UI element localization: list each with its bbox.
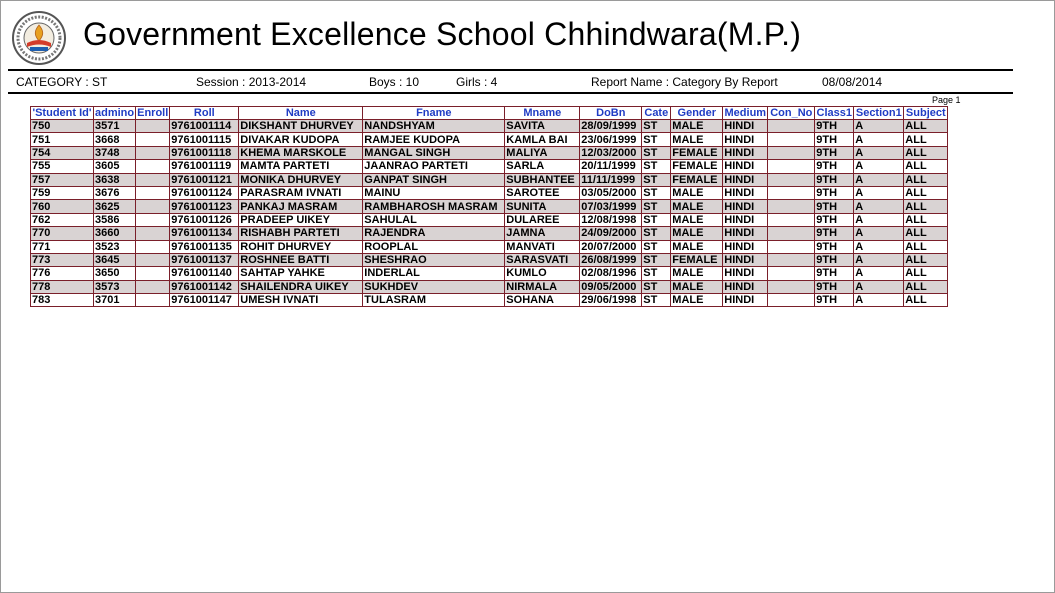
table-cell: A bbox=[854, 213, 904, 226]
table-cell: ST bbox=[642, 186, 671, 199]
table-cell: ROOPLAL bbox=[363, 240, 505, 253]
table-cell: ROHIT DHURVEY bbox=[239, 240, 363, 253]
column-header: Medium bbox=[724, 107, 767, 119]
table-row bbox=[31, 173, 948, 186]
table-cell bbox=[768, 173, 815, 186]
table-cell: 3638 bbox=[94, 173, 136, 186]
table-row bbox=[31, 200, 948, 213]
column-header: Roll bbox=[170, 107, 239, 120]
table-cell: HINDI bbox=[723, 227, 768, 240]
table-cell: PANKAJ MASRAM bbox=[239, 200, 363, 213]
table-cell: A bbox=[854, 294, 904, 307]
table-cell: A bbox=[854, 173, 904, 186]
table-cell: HINDI bbox=[723, 213, 768, 226]
table-cell: ALL bbox=[904, 240, 948, 253]
table-cell: MALIYA bbox=[505, 146, 580, 159]
table-cell: 762 bbox=[31, 213, 94, 226]
header-divider-top bbox=[8, 69, 1013, 71]
table-cell: MALE bbox=[671, 133, 723, 146]
table-cell: KUMLO bbox=[505, 267, 580, 280]
table-cell: ST bbox=[642, 160, 671, 173]
table-cell: 12/03/2000 bbox=[580, 146, 642, 159]
table-cell: A bbox=[854, 240, 904, 253]
table-cell: MAINU bbox=[363, 186, 505, 199]
table-cell: A bbox=[854, 267, 904, 280]
table-cell: RISHABH PARTETI bbox=[239, 227, 363, 240]
table-cell: SAHULAL bbox=[363, 213, 505, 226]
table-cell: 760 bbox=[31, 200, 94, 213]
table-row bbox=[31, 240, 948, 253]
column-header: DoBn bbox=[580, 107, 642, 120]
table-cell: SUBHANTEE bbox=[505, 173, 580, 186]
table-cell: 3571 bbox=[94, 120, 136, 133]
table-cell: 9761001121 bbox=[170, 173, 239, 186]
table-cell: 9761001124 bbox=[170, 186, 239, 199]
table-cell: MONIKA DHURVEY bbox=[239, 173, 363, 186]
table-cell: MALE bbox=[671, 213, 723, 226]
table-cell: ST bbox=[642, 173, 671, 186]
table-cell bbox=[768, 160, 815, 173]
report-name: Report Name : Category By Report bbox=[591, 75, 778, 89]
table-cell: KAMLA BAI bbox=[505, 133, 580, 146]
table-row bbox=[31, 186, 948, 199]
table-cell: GANPAT SINGH bbox=[363, 173, 505, 186]
table-cell: FEMALE bbox=[671, 146, 723, 159]
table-cell bbox=[136, 146, 170, 159]
table-cell: 12/08/1998 bbox=[580, 213, 642, 226]
table-cell: MALE bbox=[671, 186, 723, 199]
table-cell: 757 bbox=[31, 173, 94, 186]
table-cell: 751 bbox=[31, 133, 94, 146]
table-cell: DIVAKAR KUDOPA bbox=[239, 133, 363, 146]
table-cell: SHAILENDRA UIKEY bbox=[239, 280, 363, 293]
girls-count: Girls : 4 bbox=[456, 75, 498, 89]
school-emblem-logo bbox=[10, 11, 68, 65]
table-cell: KHEMA MARSKOLE bbox=[239, 146, 363, 159]
table-row bbox=[31, 160, 948, 173]
table-cell: MALE bbox=[671, 120, 723, 133]
table-row bbox=[31, 146, 948, 159]
table-cell bbox=[136, 186, 170, 199]
column-header: Mname bbox=[505, 107, 580, 120]
table-cell: HINDI bbox=[723, 200, 768, 213]
table-cell: 776 bbox=[31, 267, 94, 280]
table-cell: 3676 bbox=[94, 186, 136, 199]
table-cell: ALL bbox=[904, 267, 948, 280]
table-cell: A bbox=[854, 227, 904, 240]
category-label: CATEGORY : ST bbox=[16, 75, 108, 89]
table-cell: 11/11/1999 bbox=[580, 173, 642, 186]
student-report-table bbox=[30, 106, 948, 307]
table-cell bbox=[768, 253, 815, 266]
table-cell: 9TH bbox=[815, 227, 854, 240]
table-cell: 770 bbox=[31, 227, 94, 240]
table-cell: A bbox=[854, 146, 904, 159]
table-cell: HINDI bbox=[723, 160, 768, 173]
table-cell: ALL bbox=[904, 146, 948, 159]
table-cell: MALE bbox=[671, 227, 723, 240]
table-cell: HINDI bbox=[723, 253, 768, 266]
page-number: Page 1 bbox=[932, 95, 961, 105]
table-cell: UMESH IVNATI bbox=[239, 294, 363, 307]
table-cell bbox=[768, 294, 815, 307]
table-cell: SHESHRAO bbox=[363, 253, 505, 266]
table-cell bbox=[768, 240, 815, 253]
table-cell: 750 bbox=[31, 120, 94, 133]
table-cell bbox=[136, 267, 170, 280]
table-cell bbox=[136, 200, 170, 213]
table-cell: ALL bbox=[904, 200, 948, 213]
table-cell bbox=[136, 253, 170, 266]
table-cell: MALE bbox=[671, 267, 723, 280]
table-cell: 03/05/2000 bbox=[580, 186, 642, 199]
table-cell bbox=[768, 146, 815, 159]
table-header-row bbox=[31, 107, 948, 120]
table-cell: 9TH bbox=[815, 240, 854, 253]
table-cell: SAROTEE bbox=[505, 186, 580, 199]
table-cell: DIKSHANT DHURVEY bbox=[239, 120, 363, 133]
table-cell: 9761001119 bbox=[170, 160, 239, 173]
table-cell: A bbox=[854, 253, 904, 266]
table-cell: ST bbox=[642, 280, 671, 293]
table-cell: ST bbox=[642, 240, 671, 253]
table-cell bbox=[136, 227, 170, 240]
table-cell: RAMJEE KUDOPA bbox=[363, 133, 505, 146]
table-cell: MANVATI bbox=[505, 240, 580, 253]
table-cell: 9TH bbox=[815, 186, 854, 199]
table-cell: ST bbox=[642, 133, 671, 146]
table-cell: 9TH bbox=[815, 146, 854, 159]
boys-count: Boys : 10 bbox=[369, 75, 420, 89]
column-header: admino bbox=[95, 107, 135, 119]
column-header: Class1 bbox=[816, 107, 853, 119]
column-header: Enroll bbox=[137, 107, 169, 119]
table-cell: 24/09/2000 bbox=[580, 227, 642, 240]
table-cell: 9761001114 bbox=[170, 120, 239, 133]
table-cell: 28/09/1999 bbox=[580, 120, 642, 133]
table-cell: JAMNA bbox=[505, 227, 580, 240]
table-cell bbox=[768, 267, 815, 280]
table-cell: 3573 bbox=[94, 280, 136, 293]
table-cell: 9TH bbox=[815, 120, 854, 133]
table-cell bbox=[768, 227, 815, 240]
table-cell bbox=[136, 120, 170, 133]
table-cell bbox=[136, 173, 170, 186]
table-cell: 9761001137 bbox=[170, 253, 239, 266]
table-cell: TULASRAM bbox=[363, 294, 505, 307]
table-row bbox=[31, 213, 948, 226]
header-divider-bottom bbox=[8, 92, 1013, 94]
table-cell: ST bbox=[642, 146, 671, 159]
table-cell: HINDI bbox=[723, 280, 768, 293]
table-cell: A bbox=[854, 280, 904, 293]
table-cell: SAVITA bbox=[505, 120, 580, 133]
table-cell: ALL bbox=[904, 173, 948, 186]
table-cell: NIRMALA bbox=[505, 280, 580, 293]
table-cell: 783 bbox=[31, 294, 94, 307]
table-cell: JAANRAO PARTETI bbox=[363, 160, 505, 173]
column-header: Gender bbox=[671, 107, 723, 120]
table-cell bbox=[136, 160, 170, 173]
table-cell: PARASRAM IVNATI bbox=[239, 186, 363, 199]
table-cell: 754 bbox=[31, 146, 94, 159]
table-cell: FEMALE bbox=[671, 253, 723, 266]
table-cell: 07/03/1999 bbox=[580, 200, 642, 213]
table-cell: HINDI bbox=[723, 173, 768, 186]
table-cell: HINDI bbox=[723, 120, 768, 133]
table-cell: ST bbox=[642, 253, 671, 266]
table-cell: ALL bbox=[904, 280, 948, 293]
table-cell: 02/08/1996 bbox=[580, 267, 642, 280]
table-cell: 3668 bbox=[94, 133, 136, 146]
table-cell: 9761001115 bbox=[170, 133, 239, 146]
table-cell bbox=[768, 200, 815, 213]
table-cell bbox=[136, 133, 170, 146]
table-cell: NANDSHYAM bbox=[363, 120, 505, 133]
table-cell: MANGAL SINGH bbox=[363, 146, 505, 159]
table-cell: ROSHNEE BATTI bbox=[239, 253, 363, 266]
table-row bbox=[31, 120, 948, 133]
table-cell: 9TH bbox=[815, 173, 854, 186]
session-label: Session : 2013-2014 bbox=[196, 75, 307, 89]
table-cell: HINDI bbox=[723, 294, 768, 307]
table-cell: 3650 bbox=[94, 267, 136, 280]
table-cell: HINDI bbox=[723, 240, 768, 253]
table-cell: ALL bbox=[904, 120, 948, 133]
table-cell: A bbox=[854, 186, 904, 199]
table-row bbox=[31, 280, 948, 293]
table-cell: SOHANA bbox=[505, 294, 580, 307]
table-cell: 9TH bbox=[815, 160, 854, 173]
table-cell: 9TH bbox=[815, 213, 854, 226]
table-cell: 26/08/1999 bbox=[580, 253, 642, 266]
table-cell: ALL bbox=[904, 294, 948, 307]
table-cell bbox=[136, 240, 170, 253]
table-cell: 3625 bbox=[94, 200, 136, 213]
table-cell: DULAREE bbox=[505, 213, 580, 226]
table-cell: FEMALE bbox=[671, 160, 723, 173]
report-date: 08/08/2014 bbox=[822, 75, 883, 89]
table-cell: ALL bbox=[904, 213, 948, 226]
table-cell: 9TH bbox=[815, 133, 854, 146]
table-cell: 09/05/2000 bbox=[580, 280, 642, 293]
table-cell bbox=[136, 213, 170, 226]
table-cell: ST bbox=[642, 267, 671, 280]
table-cell: ALL bbox=[904, 133, 948, 146]
table-cell: 29/06/1998 bbox=[580, 294, 642, 307]
table-cell: 9761001135 bbox=[170, 240, 239, 253]
table-cell: 20/11/1999 bbox=[580, 160, 642, 173]
table-cell: SUNITA bbox=[505, 200, 580, 213]
table-cell: HINDI bbox=[723, 146, 768, 159]
table-cell: SARASVATI bbox=[505, 253, 580, 266]
table-cell: 9TH bbox=[815, 200, 854, 213]
table-cell: MALE bbox=[671, 240, 723, 253]
table-cell bbox=[768, 213, 815, 226]
table-cell: 9761001147 bbox=[170, 294, 239, 307]
table-cell: A bbox=[854, 133, 904, 146]
table-cell: 9TH bbox=[815, 280, 854, 293]
column-header: Section1 bbox=[854, 107, 904, 120]
table-cell bbox=[136, 294, 170, 307]
table-cell: 3645 bbox=[94, 253, 136, 266]
table-cell: 20/07/2000 bbox=[580, 240, 642, 253]
table-cell: 3586 bbox=[94, 213, 136, 226]
table-cell: 3660 bbox=[94, 227, 136, 240]
table-cell: 773 bbox=[31, 253, 94, 266]
table-cell: A bbox=[854, 160, 904, 173]
table-cell: ST bbox=[642, 200, 671, 213]
table-cell: RAMBHAROSH MASRAM bbox=[363, 200, 505, 213]
table-cell: ALL bbox=[904, 227, 948, 240]
table-cell bbox=[768, 186, 815, 199]
table-cell: 3523 bbox=[94, 240, 136, 253]
table-cell: HINDI bbox=[723, 186, 768, 199]
table-body bbox=[31, 120, 948, 307]
table-cell: HINDI bbox=[723, 267, 768, 280]
column-header: Cate bbox=[642, 107, 671, 120]
table-cell: 9TH bbox=[815, 294, 854, 307]
table-cell: 759 bbox=[31, 186, 94, 199]
table-cell: ST bbox=[642, 213, 671, 226]
table-cell: A bbox=[854, 120, 904, 133]
column-header: Con_No bbox=[768, 107, 815, 120]
table-cell: SARLA bbox=[505, 160, 580, 173]
table-cell bbox=[768, 120, 815, 133]
table-cell: 778 bbox=[31, 280, 94, 293]
table-cell: 3748 bbox=[94, 146, 136, 159]
table-cell: ST bbox=[642, 294, 671, 307]
table-cell: FEMALE bbox=[671, 173, 723, 186]
table-cell: 3701 bbox=[94, 294, 136, 307]
table-cell: 3605 bbox=[94, 160, 136, 173]
table-cell: 755 bbox=[31, 160, 94, 173]
table-cell: INDERLAL bbox=[363, 267, 505, 280]
column-header: Name bbox=[239, 107, 363, 120]
table-cell: 9TH bbox=[815, 253, 854, 266]
table-row bbox=[31, 294, 948, 307]
column-header: Subject bbox=[904, 107, 948, 120]
table-cell bbox=[768, 280, 815, 293]
page-title: Government Excellence School Chhindwara(M.P.) bbox=[83, 16, 802, 52]
table-row bbox=[31, 267, 948, 280]
table-cell: ALL bbox=[904, 186, 948, 199]
table-cell: MALE bbox=[671, 294, 723, 307]
table-cell: ST bbox=[642, 120, 671, 133]
table-cell bbox=[136, 280, 170, 293]
table-cell: 9761001126 bbox=[170, 213, 239, 226]
table-row bbox=[31, 253, 948, 266]
table-row bbox=[31, 227, 948, 240]
table-cell bbox=[768, 133, 815, 146]
table-cell: ALL bbox=[904, 253, 948, 266]
table-cell: A bbox=[854, 200, 904, 213]
table-cell: 771 bbox=[31, 240, 94, 253]
table-cell: 9761001140 bbox=[170, 267, 239, 280]
table-cell: SUKHDEV bbox=[363, 280, 505, 293]
table-cell: ST bbox=[642, 227, 671, 240]
table-cell: 9761001123 bbox=[170, 200, 239, 213]
table-cell: MALE bbox=[671, 200, 723, 213]
table-cell: PRADEEP UIKEY bbox=[239, 213, 363, 226]
table-cell: HINDI bbox=[723, 133, 768, 146]
table-cell: 23/06/1999 bbox=[580, 133, 642, 146]
table-cell: 9761001134 bbox=[170, 227, 239, 240]
table-cell: 9TH bbox=[815, 267, 854, 280]
table-cell: RAJENDRA bbox=[363, 227, 505, 240]
table-cell: MAMTA PARTETI bbox=[239, 160, 363, 173]
table-cell: MALE bbox=[671, 280, 723, 293]
column-header: 'Student Id' bbox=[32, 107, 92, 119]
table-cell: ALL bbox=[904, 160, 948, 173]
table-cell: 9761001142 bbox=[170, 280, 239, 293]
column-header: Fname bbox=[363, 107, 505, 120]
table-row bbox=[31, 133, 948, 146]
table-cell: 9761001118 bbox=[170, 146, 239, 159]
table-cell: SAHTAP YAHKE bbox=[239, 267, 363, 280]
